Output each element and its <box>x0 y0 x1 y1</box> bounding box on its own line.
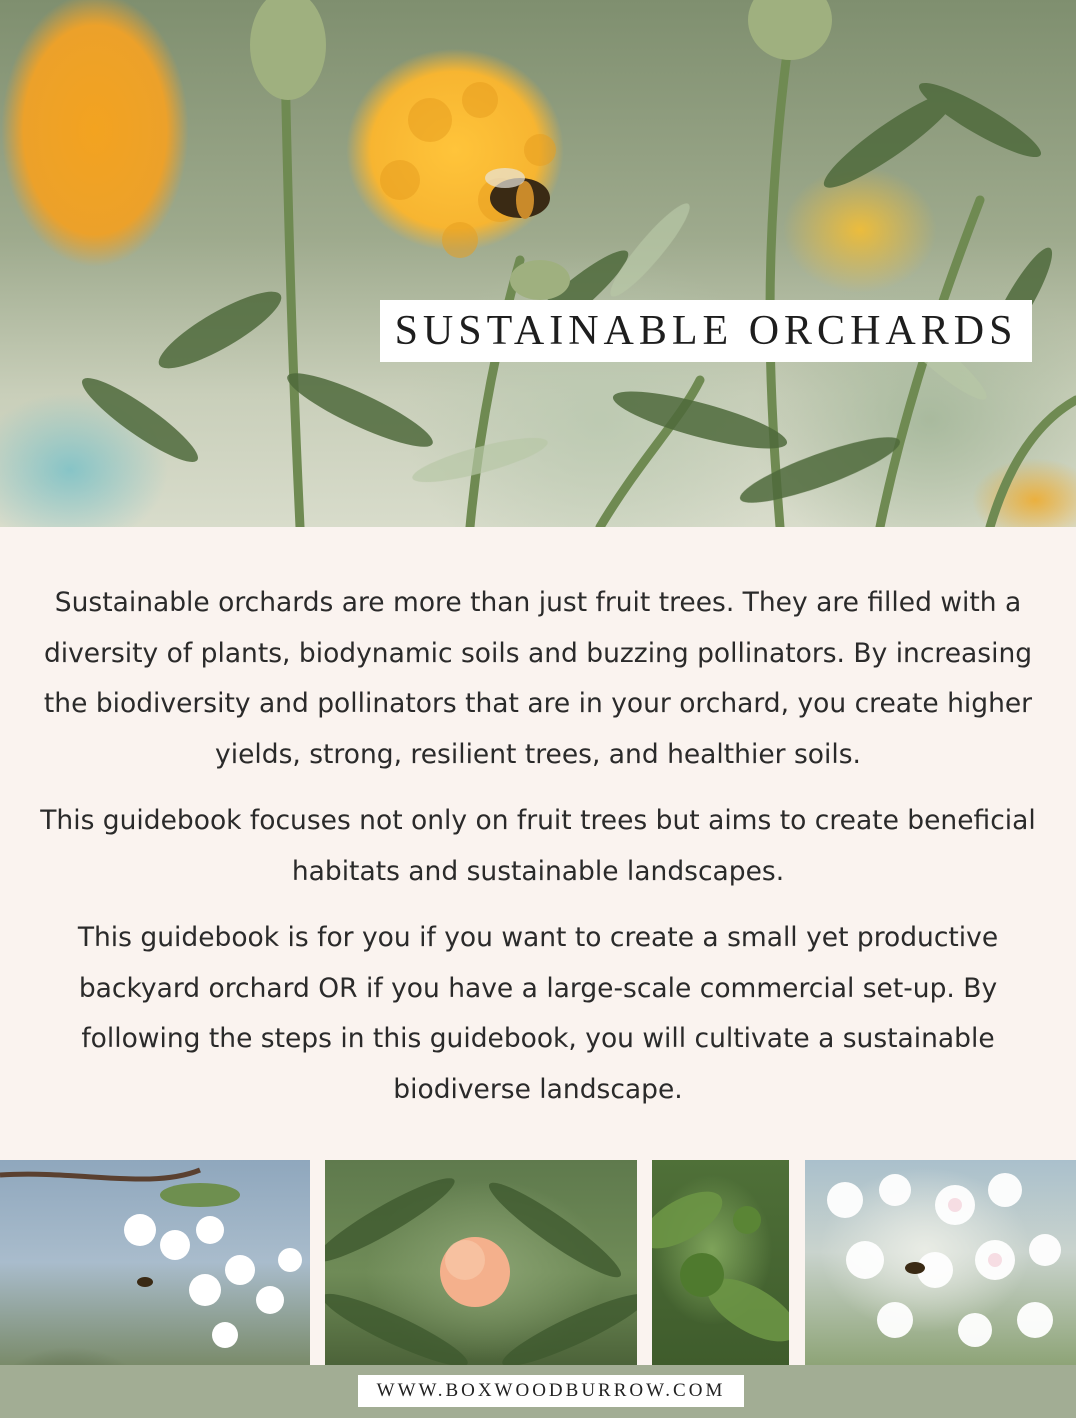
paragraph: This guidebook focuses not only on fruit trees but aims to create beneficial habitats and sustainable landscapes. <box>40 805 1036 887</box>
website-label <box>358 1375 744 1407</box>
title-banner <box>380 300 1032 362</box>
footer-band <box>0 1365 1076 1418</box>
cherry-blossom-photo <box>0 1160 310 1365</box>
paragraph: This guidebook is for you if you want to create a small yet productive backyard orchard OR if you have a large-scale commercial set-up. By following the steps in this guidebook, you will cultivate a sustainable biodiverse landscape. <box>77 922 999 1105</box>
apple-blossom-photo <box>805 1160 1076 1365</box>
page-title: SUSTAINABLE ORCHARDS <box>394 308 1018 354</box>
hero-photo <box>0 0 1076 527</box>
intro-text <box>30 578 1046 1131</box>
paragraph: Sustainable orchards are more than just fruit trees. They are filled with a diversity of plants, biodynamic soils and buzzing pollinators. By increasing the biodiversity and pollinators that are in your orchard, you create higher yields, strong, resilient trees, and healthier soils. <box>43 587 1033 770</box>
peach-photo <box>325 1160 637 1365</box>
website-url[interactable]: WWW.BOXWOODBURROW.COM <box>376 1380 726 1401</box>
marigold-illustration <box>0 0 1076 527</box>
fig-photo <box>652 1160 789 1365</box>
